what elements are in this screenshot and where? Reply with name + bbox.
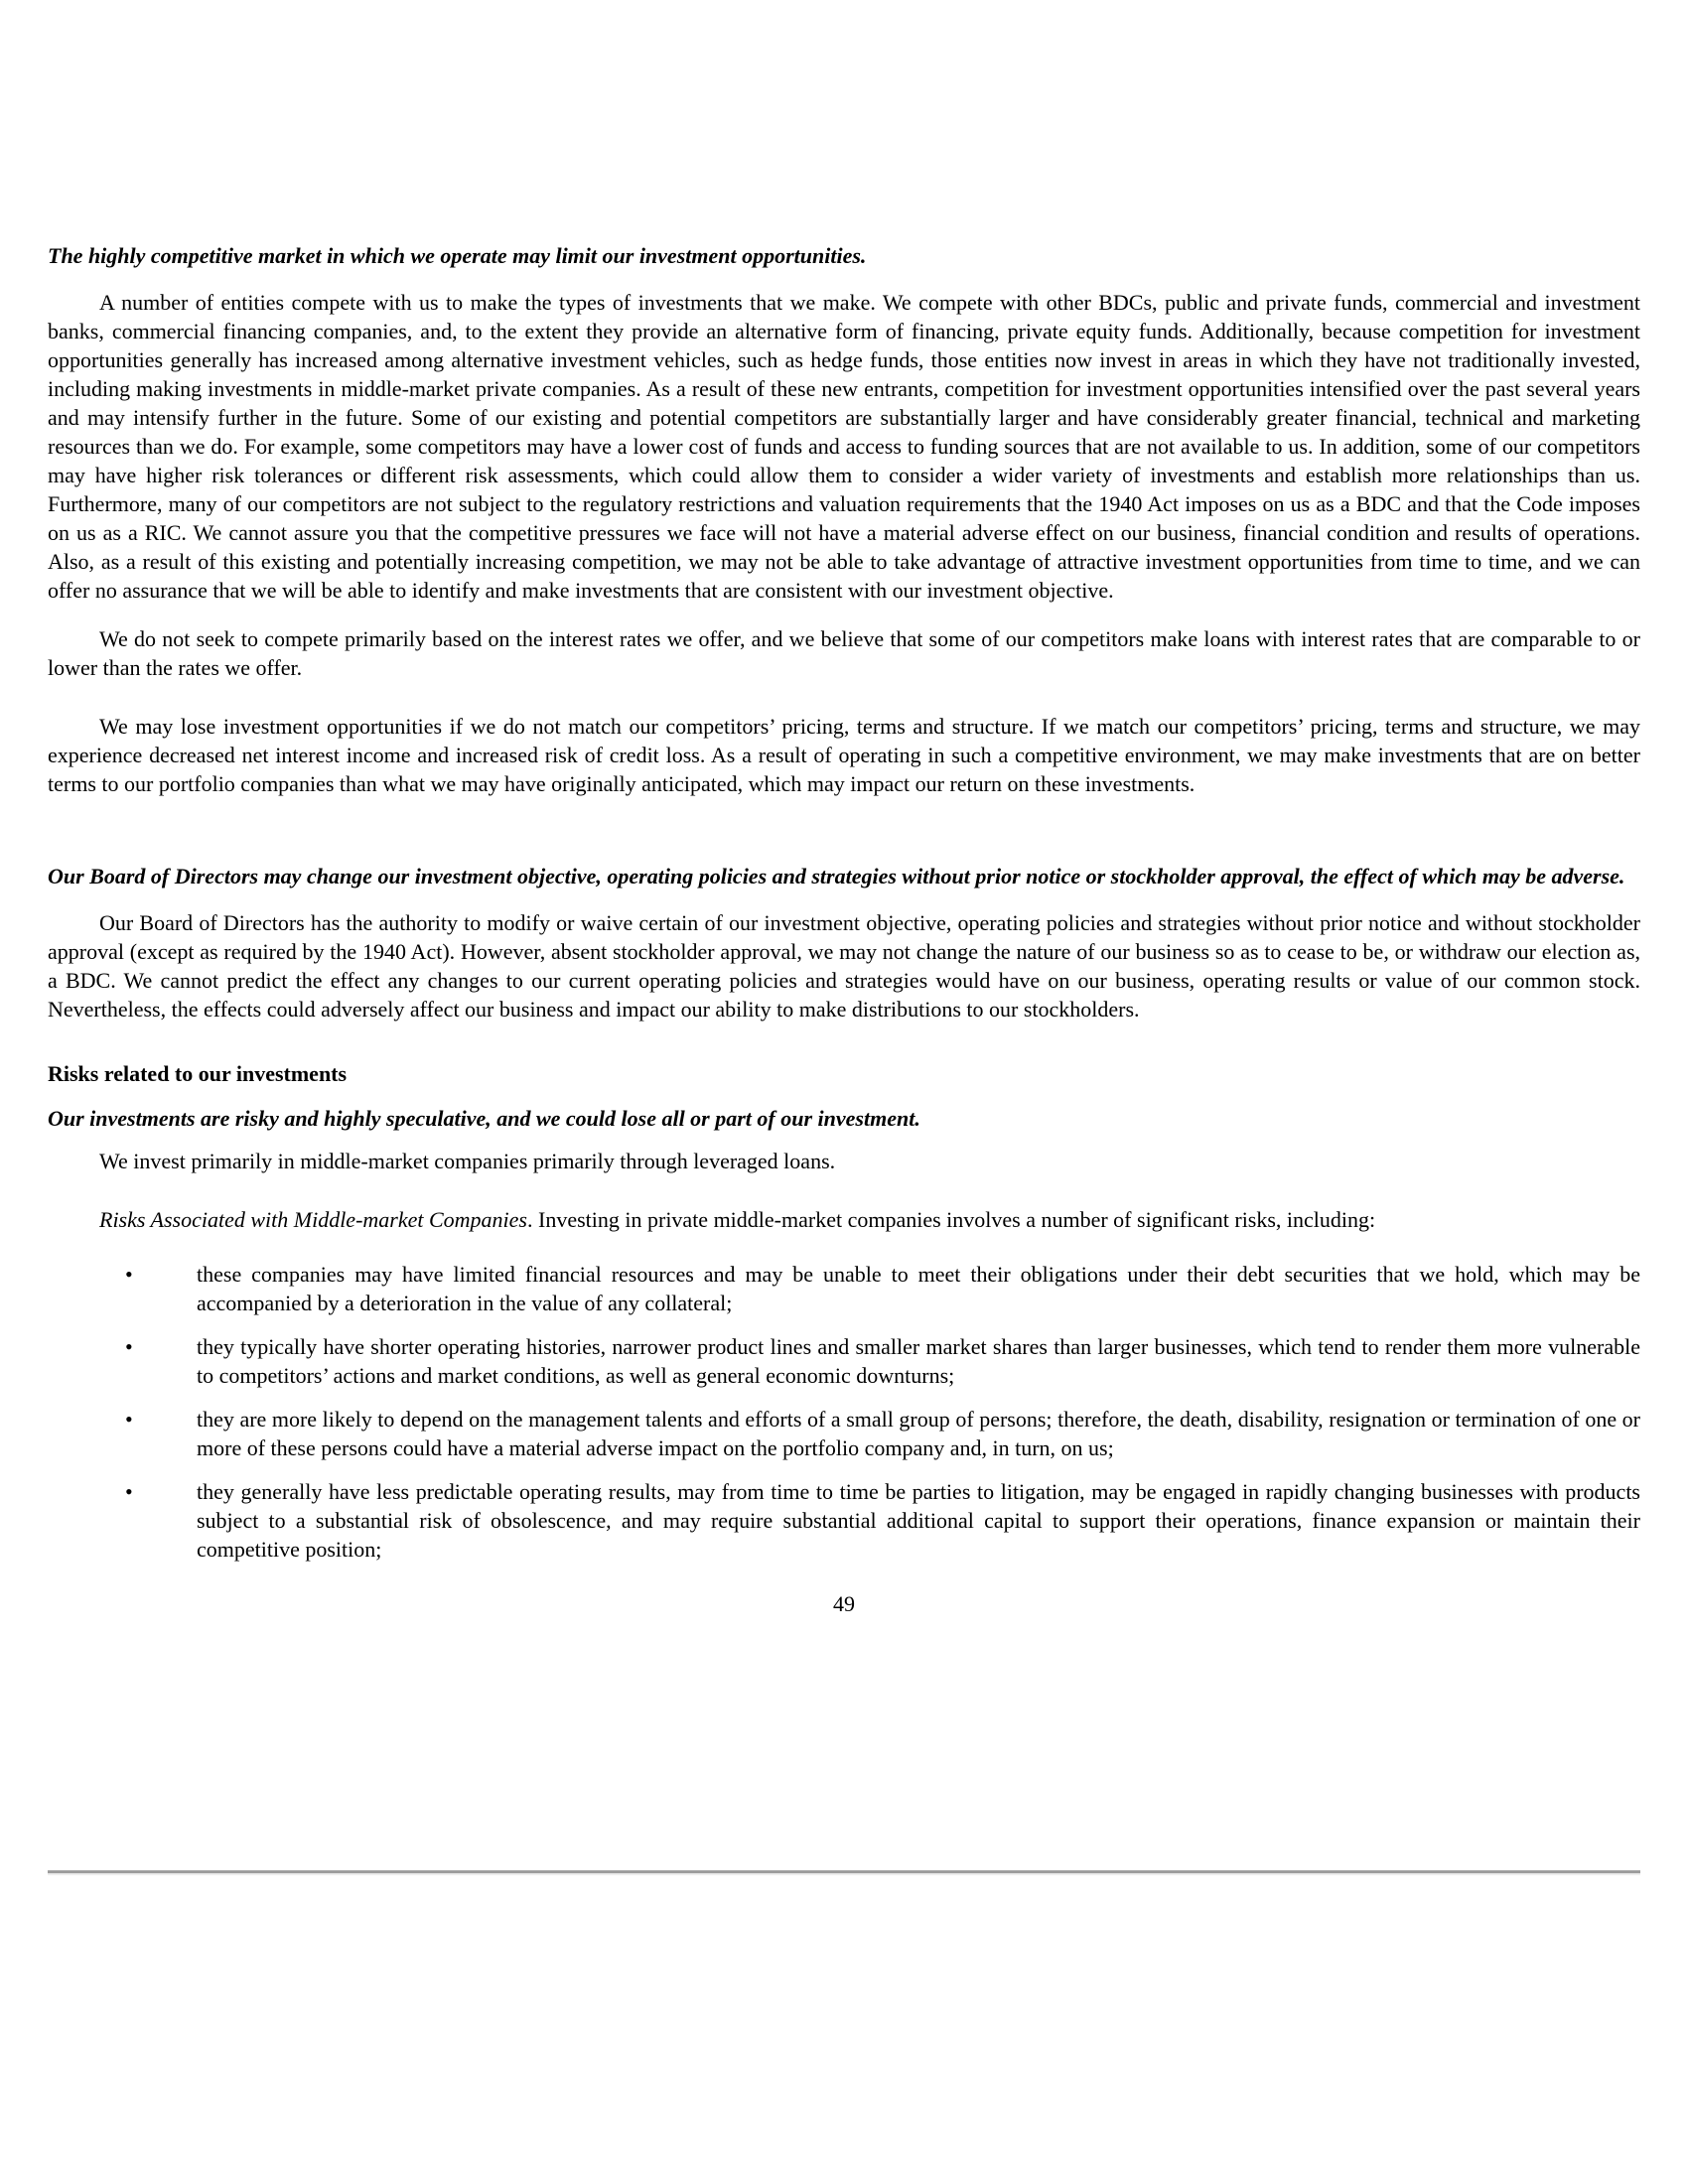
paragraph-middle-market-lead — [48, 1205, 1640, 1234]
bullet-icon: • — [125, 1479, 133, 1504]
paragraph-lose-opportunities: We may lose investment opportunities if we do not match our competitors’ pricing, terms and structure. If we match our competitors’ pricing, terms and structure, we may experience decreased net interest income and increased risk of credit loss. As a result of operating in such a competitive environment, we may make investments that are on better terms to our portfolio companies than what we may have originally anticipated, which may impact our return on these investments. — [48, 714, 1640, 796]
list-item — [48, 1260, 1640, 1317]
risk-bullet-list — [48, 1260, 1640, 1564]
bullet-text: they are more likely to depend on the management talents and efforts of a small group of persons; therefore, the death, disability, resignation or termination of one or more of these persons could have a material adverse impact on the portfolio company and, in turn, on us; — [197, 1407, 1640, 1460]
paragraph-competition-overview: A number of entities compete with us to make the types of investments that we make. We compete with other BDCs, public and private funds, commercial and investment banks, commercial financing companies, and, to the extent they provide an alternative form of financing, private equity funds. Additionally, because competition for investment opportunities generally has increased among alternative investment vehicles, such as hedge funds, those entities now invest in areas in which they have not traditionally invested, including making investments in middle-market private companies. As a result of these new entrants, competition for investment opportunities intensified over the past several years and may intensify further in the future. Some of our existing and potential competitors are substantially larger and have considerably greater financial, technical and marketing resources than we do. For example, some competitors may have a lower cost of funds and access to funding sources that are not available to us. In addition, some of our competitors may have higher risk tolerances or different risk assessments, which could allow them to consider a wider variety of investments and establish more relationships than us. Furthermore, many of our competitors are not subject to the regulatory restrictions and valuation requirements that the 1940 Act imposes on us as a BDC and that the Code imposes on us as a RIC. We cannot assure you that the competitive pressures we face will not have a material adverse effect on our business, financial condition and results of operations. Also, as a result of this existing and potentially increasing competition, we may not be able to take advantage of attractive investment opportunities from time to time, and we can offer no assurance that we will be able to identify and make investments that are consistent with our investment objective. — [48, 290, 1640, 603]
bullet-text: they generally have less predictable operating results, may from time to time be parties to litigation, may be engaged in rapidly changing businesses with products subject to a substantial risk of obsolescence, and may require substantial additional capital to support their operations, finance expansion or maintain their competitive position; — [197, 1479, 1640, 1562]
bullet-icon: • — [125, 1262, 133, 1287]
bullet-text: these companies may have limited financial resources and may be unable to meet their obligations under their debt securities that we hold, which may be accompanied by a deterioration in the value of any collateral; — [197, 1262, 1640, 1315]
lead-italic-text: Risks Associated with Middle-market Companies — [99, 1207, 527, 1232]
heading-board-of-directors: Our Board of Directors may change our investment objective, operating policies and strategies without prior notice or stockholder approval, the effect of which may be adverse. — [48, 864, 1625, 888]
list-item — [48, 1332, 1640, 1390]
page-number: 49 — [833, 1591, 855, 1616]
section-heading-risks-investments: Risks related to our investments — [48, 1061, 348, 1086]
paragraph-board-authority: Our Board of Directors has the authority to modify or waive certain of our investment objective, operating policies and strategies without prior notice and without stockholder approval (except as required by the 1940 Act). However, absent stockholder approval, we may not change the nature of our business so as to cease to be, or withdraw our election as, a BDC. We cannot predict the effect any changes to our current operating policies and strategies would have on our business, operating results or value of our common stock. Nevertheless, the effects could adversely affect our business and impact our ability to make distributions to our stockholders. — [48, 910, 1640, 1022]
paragraph-interest-rates: We do not seek to compete primarily based on the interest rates we offer, and we believe that some of our competitors make loans with interest rates that are comparable to or lower than the rates we offer. — [48, 626, 1640, 680]
paragraph-invest-primarily: We invest primarily in middle-market companies primarily through leveraged loans. — [99, 1149, 836, 1173]
lead-rest-text: . Investing in private middle-market companies involves a number of significant risks, including: — [527, 1207, 1376, 1232]
bullet-icon: • — [125, 1334, 133, 1359]
heading-competitive-market: The highly competitive market in which we operate may limit our investment opportunities. — [48, 243, 867, 268]
bottom-divider — [48, 1870, 1640, 1875]
bullet-icon: • — [125, 1407, 133, 1432]
heading-investments-risky: Our investments are risky and highly speculative, and we could lose all or part of our investment. — [48, 1106, 920, 1131]
list-item — [48, 1477, 1640, 1564]
bullet-text: they typically have shorter operating histories, narrower product lines and smaller market shares than larger businesses, which tend to render them more vulnerable to competitors’ actions and market conditions, as well as general economic downturns; — [197, 1334, 1640, 1388]
list-item — [48, 1405, 1640, 1462]
